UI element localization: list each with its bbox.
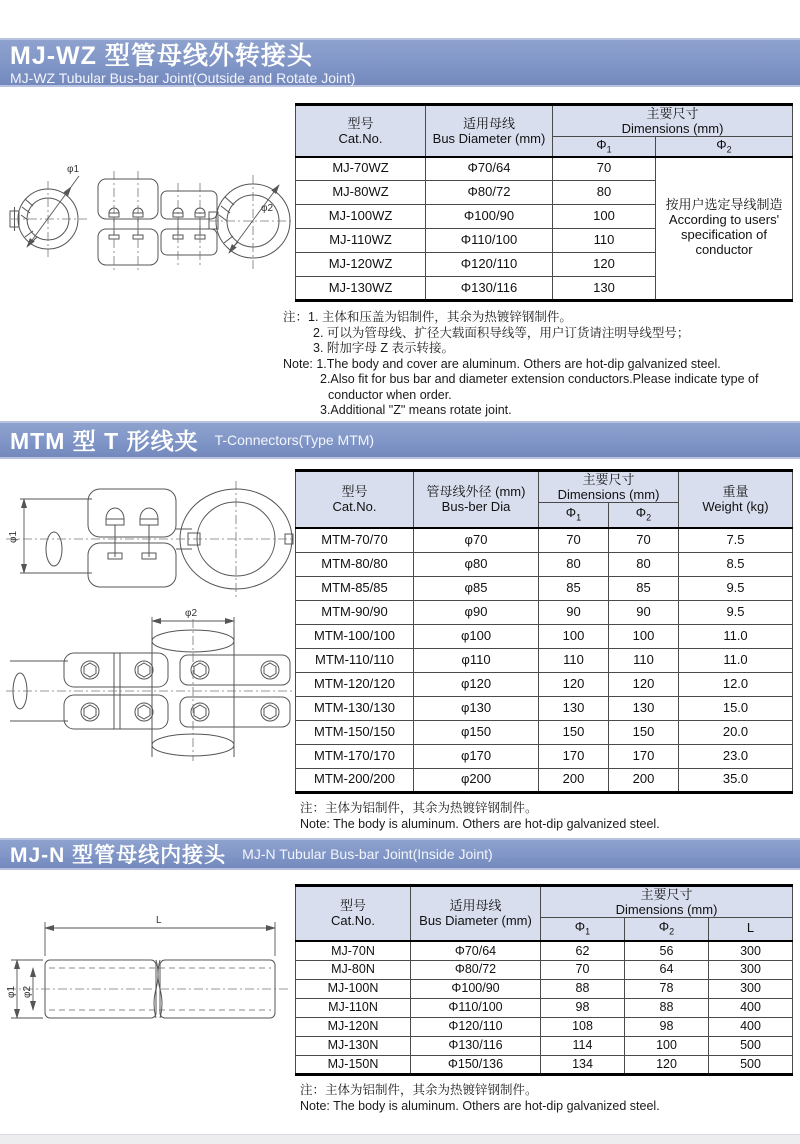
cell-bus: Φ100/90 — [426, 205, 553, 229]
section3-notes — [300, 1082, 800, 1114]
cell-p2: 80 — [609, 552, 679, 576]
cell-bus: Φ110/100 — [426, 229, 553, 253]
table-row — [296, 1017, 793, 1036]
cell-bus: φ150 — [414, 720, 539, 744]
section2-content — [0, 469, 800, 794]
cell-cat: MJ-100N — [296, 979, 411, 998]
cell-weight: 15.0 — [679, 696, 793, 720]
cell-cat: MTM-70/70 — [296, 528, 414, 552]
footer-bar — [0, 1134, 800, 1144]
section3-title-cn: MJ-N 型管母线内接头 — [10, 843, 227, 867]
cell-p1: 130 — [539, 696, 609, 720]
col-dims-cn: 主要尺寸 — [646, 106, 699, 121]
col-header-phi1: $\Phi_1$ — [553, 137, 656, 157]
cell-cat: MJ-70WZ — [296, 157, 426, 181]
cell-p2: 200 — [609, 768, 679, 792]
note-line: 3. 附加字母 Z 表示转接。 — [313, 341, 454, 355]
cell-p2: 78 — [625, 979, 709, 998]
col-header-model — [296, 105, 426, 157]
table-row — [296, 998, 793, 1017]
cell-weight: 7.5 — [679, 528, 793, 552]
cell-p1: 110 — [553, 229, 656, 253]
cell-bus: Φ130/116 — [426, 277, 553, 301]
table-row — [296, 648, 793, 672]
cell-cat: MTM-100/100 — [296, 624, 414, 648]
mj-wz-drawing — [0, 149, 295, 289]
section1-notes — [283, 310, 800, 419]
col-dims-cn: 主要尺寸 — [640, 886, 693, 902]
col-weight-cn: 重量 — [722, 484, 749, 500]
section3-content — [0, 884, 800, 1076]
col-header-dims — [553, 105, 793, 137]
col-header-dims — [541, 885, 793, 917]
cell-cat: MJ-120WZ — [296, 253, 426, 277]
cell-p1: 134 — [541, 1055, 625, 1074]
cell-p2: 110 — [609, 648, 679, 672]
col-header-bus — [414, 470, 539, 528]
col-bus-en: Bus Diameter (mm) — [432, 130, 546, 146]
section1-header — [0, 38, 800, 87]
note-line: conductor when order. — [328, 387, 452, 402]
cell-weight: 8.5 — [679, 552, 793, 576]
cell-bus: Φ120/110 — [411, 1017, 541, 1036]
table-row — [296, 744, 793, 768]
section1-title-en: MJ-WZ Tubular Bus-bar Joint(Outside and Rotate Joint) — [10, 70, 356, 86]
table-row — [296, 157, 793, 181]
cell-p2: 85 — [609, 576, 679, 600]
cell-p1: 200 — [539, 768, 609, 792]
mtm-drawing — [0, 469, 295, 764]
cell-bus: Φ110/100 — [411, 998, 541, 1017]
col-bus-cn: 适用母线 — [462, 115, 515, 131]
col-header-bus — [426, 105, 553, 157]
table-row — [296, 768, 793, 792]
cell-cat: MTM-150/150 — [296, 720, 414, 744]
table-row — [296, 696, 793, 720]
col-dims-en: Dimensions (mm) — [621, 121, 724, 136]
cell-cat: MTM-110/110 — [296, 648, 414, 672]
col-model-cn: 型号 — [347, 115, 374, 131]
col-bus-en: Bus Diameter (mm) — [419, 913, 532, 929]
dim-label-phi2: φ2 — [184, 607, 197, 619]
col-header-phi1: $\Phi_1$ — [539, 502, 609, 528]
cell-p1: 80 — [553, 181, 656, 205]
cell-cat: MJ-100WZ — [296, 205, 426, 229]
table-row — [296, 979, 793, 998]
table-row — [296, 576, 793, 600]
cell-cat: MJ-120N — [296, 1017, 411, 1036]
cell-cat: MJ-80WZ — [296, 181, 426, 205]
cell-weight: 9.5 — [679, 600, 793, 624]
cell-p1: 150 — [539, 720, 609, 744]
section3-title-en: MJ-N Tubular Bus-bar Joint(Inside Joint) — [242, 845, 493, 862]
cell-cat: MTM-120/120 — [296, 672, 414, 696]
cell-l: 300 — [709, 979, 793, 998]
col-header-phi2: $\Phi_2$ — [625, 917, 709, 941]
table-row — [296, 552, 793, 576]
cell-weight: 9.5 — [679, 576, 793, 600]
cell-cat: MTM-80/80 — [296, 552, 414, 576]
cell-p2: 120 — [609, 672, 679, 696]
table-row — [296, 1036, 793, 1055]
cell-weight: 12.0 — [679, 672, 793, 696]
cell-p2: 170 — [609, 744, 679, 768]
cell-p1: 100 — [539, 624, 609, 648]
dim-label-phi1: φ1 — [7, 530, 19, 543]
note-line: Note: The body is aluminum. Others are hot-dip galvanized steel. — [300, 1098, 660, 1113]
table-row — [296, 624, 793, 648]
cell-bus: φ70 — [414, 528, 539, 552]
note-line: Note: The body is aluminum. Others are hot-dip galvanized steel. — [300, 816, 660, 831]
cell-weight: 23.0 — [679, 744, 793, 768]
dim-label-phi1: φ1 — [5, 985, 17, 998]
col-header-phi2: $\Phi_2$ — [609, 502, 679, 528]
table-row — [296, 672, 793, 696]
section1-content — [0, 103, 800, 302]
note-line: 2. 可以为管母线、扩径大载面积导线等，用户订货请注明导线型号； — [313, 325, 690, 340]
cell-cat: MTM-130/130 — [296, 696, 414, 720]
cell-bus: φ170 — [414, 744, 539, 768]
cell-p1: 110 — [539, 648, 609, 672]
header-row-1 — [296, 885, 793, 917]
col-bus-en: Bus-ber Dia — [441, 499, 511, 515]
dim-label-phi2: φ2 — [21, 985, 33, 998]
col-model-cn: 型号 — [339, 898, 366, 914]
table-row — [296, 1055, 793, 1074]
cell-cat: MTM-85/85 — [296, 576, 414, 600]
cell-p1: 90 — [539, 600, 609, 624]
cell-cat: MTM-170/170 — [296, 744, 414, 768]
mtm-drawing-svg — [2, 469, 294, 764]
cell-p1: 108 — [541, 1017, 625, 1036]
col-header-l: L — [709, 917, 793, 941]
cell-l: 300 — [709, 960, 793, 979]
table-row — [296, 960, 793, 979]
col-dims-en: Dimensions (mm) — [557, 486, 660, 502]
section1-title-cn: MJ-WZ 型管母线外转接头 — [10, 42, 313, 70]
col-weight-en: Weight (kg) — [702, 499, 769, 515]
cell-cat: MJ-150N — [296, 1055, 411, 1074]
cell-l: 400 — [709, 998, 793, 1017]
cell-cat: MJ-130WZ — [296, 277, 426, 301]
col-header-model — [296, 470, 414, 528]
cell-p2: 64 — [625, 960, 709, 979]
table-row — [296, 720, 793, 744]
cell-cat: MJ-130N — [296, 1036, 411, 1055]
cell-bus: Φ120/110 — [426, 253, 553, 277]
col-model-en: Cat.No. — [338, 130, 383, 146]
cell-l: 500 — [709, 1055, 793, 1074]
note-line: 注：主体为铝制件，其余为热镀锌钢制件。 — [300, 800, 538, 815]
table-row — [296, 941, 793, 960]
cell-p2: 100 — [609, 624, 679, 648]
col-bus-cn: 适用母线 — [449, 898, 502, 914]
catalog-page — [0, 38, 800, 1114]
cell-weight: 11.0 — [679, 648, 793, 672]
col-header-dims — [539, 470, 679, 502]
cell-p2: 120 — [625, 1055, 709, 1074]
cell-bus: φ90 — [414, 600, 539, 624]
cell-bus: φ110 — [414, 648, 539, 672]
cell-p2: 100 — [625, 1036, 709, 1055]
note-line: 3.Additional "Z" means rotate joint. — [320, 403, 512, 417]
cell-cat: MTM-90/90 — [296, 600, 414, 624]
dim-label-phi2: φ2 — [260, 203, 273, 214]
section2-notes — [300, 800, 800, 832]
section3-header — [0, 838, 800, 870]
section2-title-cn: MTM 型 T 形线夹 — [10, 428, 199, 454]
cell-bus: Φ150/136 — [411, 1055, 541, 1074]
cell-bus: Φ80/72 — [426, 181, 553, 205]
cell-l: 400 — [709, 1017, 793, 1036]
cell-weight: 20.0 — [679, 720, 793, 744]
section2-title-en: T-Connectors(Type MTM) — [214, 431, 375, 448]
cell-p2: 56 — [625, 941, 709, 960]
col-model-cn: 型号 — [341, 484, 368, 500]
cell-weight: 11.0 — [679, 624, 793, 648]
cell-p1: 170 — [539, 744, 609, 768]
dim-label-phi1: φ1 — [66, 164, 79, 175]
cell-bus: Φ70/64 — [426, 157, 553, 181]
cell-bus: φ100 — [414, 624, 539, 648]
cell-bus: Φ100/90 — [411, 979, 541, 998]
col-header-phi2: $\Phi_2$ — [656, 137, 793, 157]
cell-p2: 130 — [609, 696, 679, 720]
cell-cat: MJ-80N — [296, 960, 411, 979]
cell-l: 300 — [709, 941, 793, 960]
cell-cat: MJ-110N — [296, 998, 411, 1017]
cell-bus: Φ130/116 — [411, 1036, 541, 1055]
note-line: 注：主体为铝制件，其余为热镀锌钢制件。 — [300, 1082, 538, 1097]
header-row-1 — [296, 470, 793, 502]
cell-l: 500 — [709, 1036, 793, 1055]
cell-bus: φ130 — [414, 696, 539, 720]
col-dims-en: Dimensions (mm) — [615, 901, 718, 917]
merged-en: According to users' specification of conductor — [668, 212, 780, 258]
cell-weight: 35.0 — [679, 768, 793, 792]
header-row-1 — [296, 105, 793, 137]
cell-p1: 114 — [541, 1036, 625, 1055]
cell-p1: 85 — [539, 576, 609, 600]
cell-p2: 90 — [609, 600, 679, 624]
note-line: 2.Also fit for bus bar and diameter extension conductors.Please indicate type of — [320, 372, 759, 386]
note-line: Note: 1.The body and cover are aluminum. Others are hot-dip galvanized steel. — [283, 356, 721, 371]
cell-bus: Φ80/72 — [411, 960, 541, 979]
cell-p2: 98 — [625, 1017, 709, 1036]
cell-p2: 70 — [609, 528, 679, 552]
cell-p1: 100 — [553, 205, 656, 229]
mj-n-drawing-svg — [3, 906, 293, 1034]
col-header-bus — [411, 885, 541, 941]
mj-n-table — [295, 884, 793, 1076]
table-row — [296, 600, 793, 624]
cell-p1: 62 — [541, 941, 625, 960]
mtm-table — [295, 469, 793, 794]
cell-cat: MJ-70N — [296, 941, 411, 960]
cell-cat: MJ-110WZ — [296, 229, 426, 253]
cell-p1: 120 — [539, 672, 609, 696]
col-model-en: Cat.No. — [330, 913, 376, 929]
cell-p2: 150 — [609, 720, 679, 744]
mj-wz-drawing-svg — [3, 149, 293, 289]
cell-bus: φ200 — [414, 768, 539, 792]
col-header-model — [296, 885, 411, 941]
col-header-phi1: $\Phi_1$ — [541, 917, 625, 941]
col-header-weight — [679, 470, 793, 528]
cell-p1: 98 — [541, 998, 625, 1017]
cell-bus: φ85 — [414, 576, 539, 600]
cell-p2: 88 — [625, 998, 709, 1017]
mj-n-drawing — [0, 906, 295, 1034]
cell-bus: φ120 — [414, 672, 539, 696]
cell-cat: MTM-200/200 — [296, 768, 414, 792]
cell-bus: φ80 — [414, 552, 539, 576]
section2-header — [0, 421, 800, 459]
cell-p1: 70 — [541, 960, 625, 979]
cell-p1: 80 — [539, 552, 609, 576]
cell-p1: 130 — [553, 277, 656, 301]
table-row — [296, 528, 793, 552]
mj-wz-table — [295, 103, 793, 302]
col-dims-cn: 主要尺寸 — [582, 471, 635, 487]
col-bus-cn: 管母线外径 (mm) — [426, 484, 526, 500]
dim-label-l: L — [155, 914, 162, 926]
cell-p1: 70 — [553, 157, 656, 181]
merged-cn: 按用户选定导线制造 — [665, 197, 783, 213]
cell-p1: 88 — [541, 979, 625, 998]
note-line: 注：1. 主体和压盖为铝制件，其余为热镀锌钢制件。 — [283, 310, 572, 324]
cell-p1: 70 — [539, 528, 609, 552]
cell-phi2-merged — [656, 157, 793, 301]
cell-p1: 120 — [553, 253, 656, 277]
col-model-en: Cat.No. — [332, 499, 377, 515]
cell-bus: Φ70/64 — [411, 941, 541, 960]
